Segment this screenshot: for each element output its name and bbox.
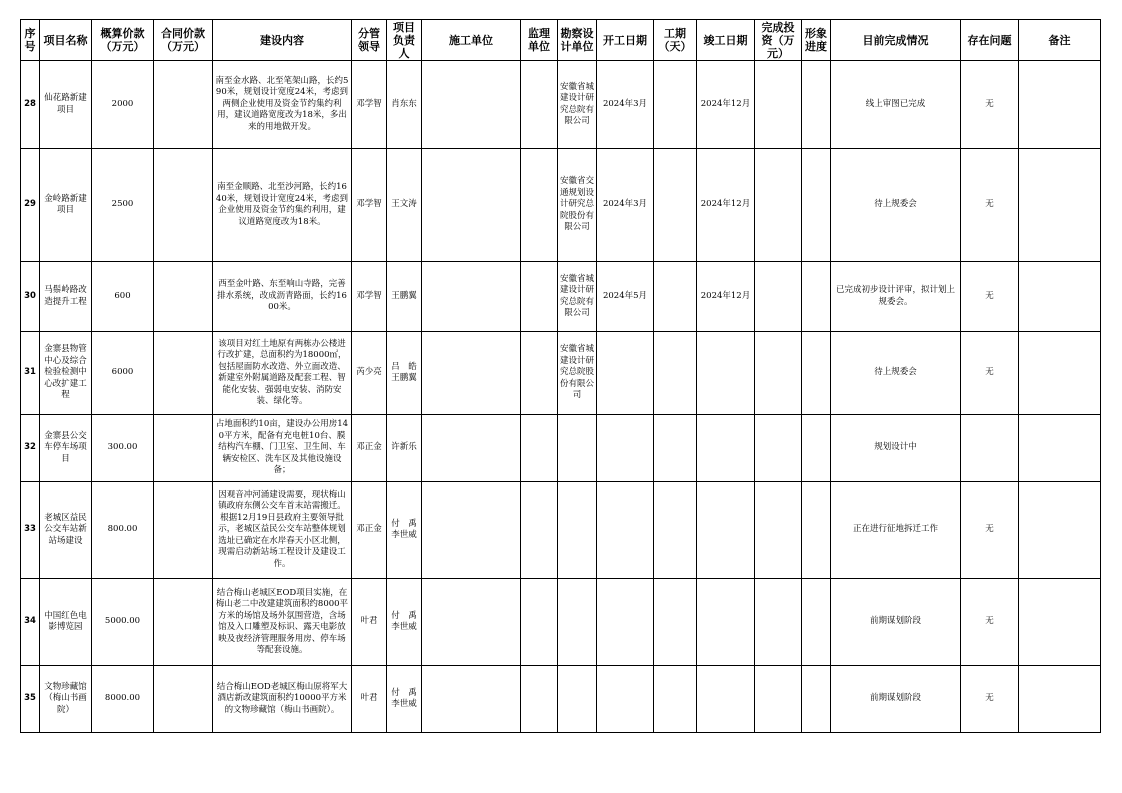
- header-leader: 分管领导: [352, 20, 387, 61]
- row-designer: [558, 482, 597, 579]
- row-issues: 无: [961, 482, 1019, 579]
- row-start: [597, 482, 654, 579]
- row-period: [654, 482, 697, 579]
- row-contract: [154, 666, 213, 733]
- row-content: 该项目对红土地原有两栋办公楼进行改扩建，总面积约为18000㎡，包括屋面防水改造、外立面改造、新建室外附属道路及配套工程、智能化安装、强弱电安装、消防安装、绿化等。: [213, 332, 352, 415]
- row-issues: [961, 415, 1019, 482]
- row-finish: [697, 579, 755, 666]
- owner-name: 李世威: [391, 699, 417, 709]
- row-remark: [1019, 579, 1101, 666]
- header-builder: 施工单位: [422, 20, 521, 61]
- row-issues: 无: [961, 262, 1019, 332]
- row-status: 待上规委会: [831, 149, 961, 262]
- row-progress: [802, 666, 831, 733]
- row-status: 线上审图已完成: [831, 61, 961, 149]
- owner-name: 肖东东: [391, 98, 417, 109]
- owner-name: 王鹏翼: [391, 373, 417, 383]
- row-start: 2024年3月: [597, 61, 654, 149]
- row-name: 老城区益民公交车站新站场建设: [40, 482, 92, 579]
- row-budget: 8000.00: [92, 666, 154, 733]
- row-remark: [1019, 149, 1101, 262]
- row-remark: [1019, 482, 1101, 579]
- row-content: 结合梅山EOD老城区梅山原将军大酒店新改建筑面积约10000平方米的文物珍藏馆（梅山书画院）。: [213, 666, 352, 733]
- header-invest: 完成投资（万元）: [755, 20, 802, 61]
- row-period: [654, 61, 697, 149]
- table-row: [21, 482, 1101, 579]
- row-supervisor: [521, 415, 558, 482]
- row-seq: 34: [21, 579, 40, 666]
- row-seq: 30: [21, 262, 40, 332]
- row-designer: 安徽省城建设计研究总院有限公司: [558, 61, 597, 149]
- row-invest: [755, 262, 802, 332]
- table-row: [21, 61, 1101, 149]
- row-builder: [422, 61, 521, 149]
- header-issues: 存在问题: [961, 20, 1019, 61]
- header-period: 工期（天）: [654, 20, 697, 61]
- row-budget: 5000.00: [92, 579, 154, 666]
- table-row: [21, 579, 1101, 666]
- row-status: 规划设计中: [831, 415, 961, 482]
- row-budget: 600: [92, 262, 154, 332]
- owner-name: 许新乐: [391, 442, 417, 453]
- row-invest: [755, 482, 802, 579]
- row-start: [597, 332, 654, 415]
- row-supervisor: [521, 149, 558, 262]
- row-contract: [154, 482, 213, 579]
- row-name: 金寨县公交车停车场项目: [40, 415, 92, 482]
- row-invest: [755, 332, 802, 415]
- row-leader: 邓学智: [352, 149, 387, 262]
- row-seq: 28: [21, 61, 40, 149]
- row-contract: [154, 332, 213, 415]
- row-leader: 邓正金: [352, 415, 387, 482]
- project-table: [20, 19, 1101, 733]
- row-progress: [802, 482, 831, 579]
- row-remark: [1019, 262, 1101, 332]
- row-designer: [558, 666, 597, 733]
- row-leader: 叶君: [352, 666, 387, 733]
- header-owner: 项目负责人: [387, 20, 422, 61]
- row-start: [597, 415, 654, 482]
- row-content: 因观音冲河涌建设需要，现状梅山镇政府东侧公交车首末站需搬迁。根据12月19日县政府主要领导批示，老城区益民公交车站整体规划选址已确定在水岸春天小区北侧，现需启动新站场工程设计及建设工作。: [213, 482, 352, 579]
- row-designer: 安徽省城建设计研究总院有限公司: [558, 262, 597, 332]
- row-budget: 800.00: [92, 482, 154, 579]
- row-owner: [387, 482, 422, 579]
- row-builder: [422, 149, 521, 262]
- header-finish: 竣工日期: [697, 20, 755, 61]
- row-content: 结合梅山老城区EOD项目实施，在梅山老二中改建建筑面积约8000平方米的场馆及场外氛围营造，含场馆及入口雕塑及标识、露天电影放映及夜经济管理服务用房、停车场等配套设施。: [213, 579, 352, 666]
- row-remark: [1019, 332, 1101, 415]
- row-status: 前期谋划阶段: [831, 666, 961, 733]
- row-owner: [387, 262, 422, 332]
- row-leader: 芮少亮: [352, 332, 387, 415]
- owner-name: 王鹏翼: [391, 290, 417, 301]
- row-issues: 无: [961, 666, 1019, 733]
- row-remark: [1019, 415, 1101, 482]
- row-owner: [387, 579, 422, 666]
- header-remark: 备注: [1019, 20, 1101, 61]
- row-finish: 2024年12月: [697, 262, 755, 332]
- row-seq: 31: [21, 332, 40, 415]
- row-finish: [697, 415, 755, 482]
- row-progress: [802, 579, 831, 666]
- row-designer: 安徽省交通规划设计研究总院股份有限公司: [558, 149, 597, 262]
- row-contract: [154, 415, 213, 482]
- row-name: 中国红色电影博览园: [40, 579, 92, 666]
- row-status: 前期谋划阶段: [831, 579, 961, 666]
- row-progress: [802, 61, 831, 149]
- owner-name: 付 禹: [391, 687, 417, 698]
- row-supervisor: [521, 579, 558, 666]
- row-seq: 35: [21, 666, 40, 733]
- row-supervisor: [521, 666, 558, 733]
- row-remark: [1019, 61, 1101, 149]
- row-invest: [755, 415, 802, 482]
- owner-name: 王文涛: [391, 199, 417, 210]
- row-budget: 6000: [92, 332, 154, 415]
- header-name: 项目名称: [40, 20, 92, 61]
- row-finish: 2024年12月: [697, 149, 755, 262]
- row-owner: [387, 666, 422, 733]
- row-contract: [154, 262, 213, 332]
- row-finish: [697, 332, 755, 415]
- owner-name: 付 禹: [391, 518, 417, 529]
- row-period: [654, 262, 697, 332]
- row-designer: [558, 579, 597, 666]
- header-seq: 序号: [21, 20, 40, 61]
- row-progress: [802, 149, 831, 262]
- row-designer: 安徽省城建设计研究总院股份有限公司: [558, 332, 597, 415]
- row-budget: 2500: [92, 149, 154, 262]
- row-contract: [154, 61, 213, 149]
- row-period: [654, 579, 697, 666]
- row-issues: 无: [961, 332, 1019, 415]
- row-content: 南至金水路、北至笔架山路，长约590米，规划设计宽度24米，考虑到两侧企业使用及资金节约集约利用，建议道路宽度改为18米，多出来的用地做开发。: [213, 61, 352, 149]
- row-supervisor: [521, 61, 558, 149]
- row-leader: 邓学智: [352, 61, 387, 149]
- row-content: 南至金顺路、北至沙河路，长约1640米，规划设计宽度24米，考虑到企业使用及资金节约集约利用，建议道路宽度改为18米。: [213, 149, 352, 262]
- owner-name: 李世威: [391, 530, 417, 540]
- row-name: 金岭路新建项目: [40, 149, 92, 262]
- header-row: [21, 20, 1101, 61]
- row-period: [654, 149, 697, 262]
- row-builder: [422, 332, 521, 415]
- row-name: 文物珍藏馆（梅山书画院）: [40, 666, 92, 733]
- row-content: 西至金叶路、东至响山寺路，完善排水系统，改成沥青路面，长约1600米。: [213, 262, 352, 332]
- row-seq: 32: [21, 415, 40, 482]
- row-builder: [422, 482, 521, 579]
- header-status: 目前完成情况: [831, 20, 961, 61]
- row-budget: 2000: [92, 61, 154, 149]
- row-finish: [697, 482, 755, 579]
- row-start: [597, 666, 654, 733]
- row-name: 马鬃岭路改造提升工程: [40, 262, 92, 332]
- header-designer: 勘察设计单位: [558, 20, 597, 61]
- row-budget: 300.00: [92, 415, 154, 482]
- row-leader: 邓正金: [352, 482, 387, 579]
- row-start: 2024年3月: [597, 149, 654, 262]
- row-builder: [422, 415, 521, 482]
- table-row: [21, 415, 1101, 482]
- table-row: [21, 262, 1101, 332]
- row-period: [654, 332, 697, 415]
- table-row: [21, 149, 1101, 262]
- header-contract: 合同价款（万元）: [154, 20, 213, 61]
- row-status: 正在进行征地拆迁工作: [831, 482, 961, 579]
- header-budget: 概算价款（万元）: [92, 20, 154, 61]
- row-invest: [755, 579, 802, 666]
- row-start: 2024年5月: [597, 262, 654, 332]
- row-progress: [802, 262, 831, 332]
- row-remark: [1019, 666, 1101, 733]
- row-finish: 2024年12月: [697, 61, 755, 149]
- row-progress: [802, 415, 831, 482]
- row-seq: 33: [21, 482, 40, 579]
- row-supervisor: [521, 262, 558, 332]
- row-seq: 29: [21, 149, 40, 262]
- row-owner: [387, 415, 422, 482]
- header-supervisor: 监理单位: [521, 20, 558, 61]
- row-finish: [697, 666, 755, 733]
- row-status: 已完成初步设计评审，拟计划上规委会。: [831, 262, 961, 332]
- row-name: 金寨县物管中心及综合检验检测中心改扩建工程: [40, 332, 92, 415]
- row-designer: [558, 415, 597, 482]
- row-issues: 无: [961, 579, 1019, 666]
- row-leader: 邓学智: [352, 262, 387, 332]
- row-progress: [802, 332, 831, 415]
- row-builder: [422, 579, 521, 666]
- row-owner: [387, 149, 422, 262]
- owner-name: 吕 皓: [391, 361, 417, 372]
- row-issues: 无: [961, 61, 1019, 149]
- row-contract: [154, 149, 213, 262]
- row-contract: [154, 579, 213, 666]
- row-start: [597, 579, 654, 666]
- row-builder: [422, 262, 521, 332]
- row-supervisor: [521, 482, 558, 579]
- row-invest: [755, 61, 802, 149]
- row-name: 仙花路新建项目: [40, 61, 92, 149]
- row-content: 占地面积约10亩，建设办公用房140平方米，配备有充电桩10台、膜结构汽车棚、门卫室、卫生间、车辆安检区、洗车区及其他设施设备；: [213, 415, 352, 482]
- row-owner: [387, 332, 422, 415]
- header-progress: 形象进度: [802, 20, 831, 61]
- header-start: 开工日期: [597, 20, 654, 61]
- row-status: 待上规委会: [831, 332, 961, 415]
- row-leader: 叶君: [352, 579, 387, 666]
- header-content: 建设内容: [213, 20, 352, 61]
- row-builder: [422, 666, 521, 733]
- row-invest: [755, 666, 802, 733]
- table-row: [21, 666, 1101, 733]
- owner-name: 付 禹: [391, 610, 417, 621]
- row-invest: [755, 149, 802, 262]
- row-issues: 无: [961, 149, 1019, 262]
- row-supervisor: [521, 332, 558, 415]
- table-row: [21, 332, 1101, 415]
- row-period: [654, 666, 697, 733]
- owner-name: 李世威: [391, 622, 417, 632]
- row-owner: [387, 61, 422, 149]
- row-period: [654, 415, 697, 482]
